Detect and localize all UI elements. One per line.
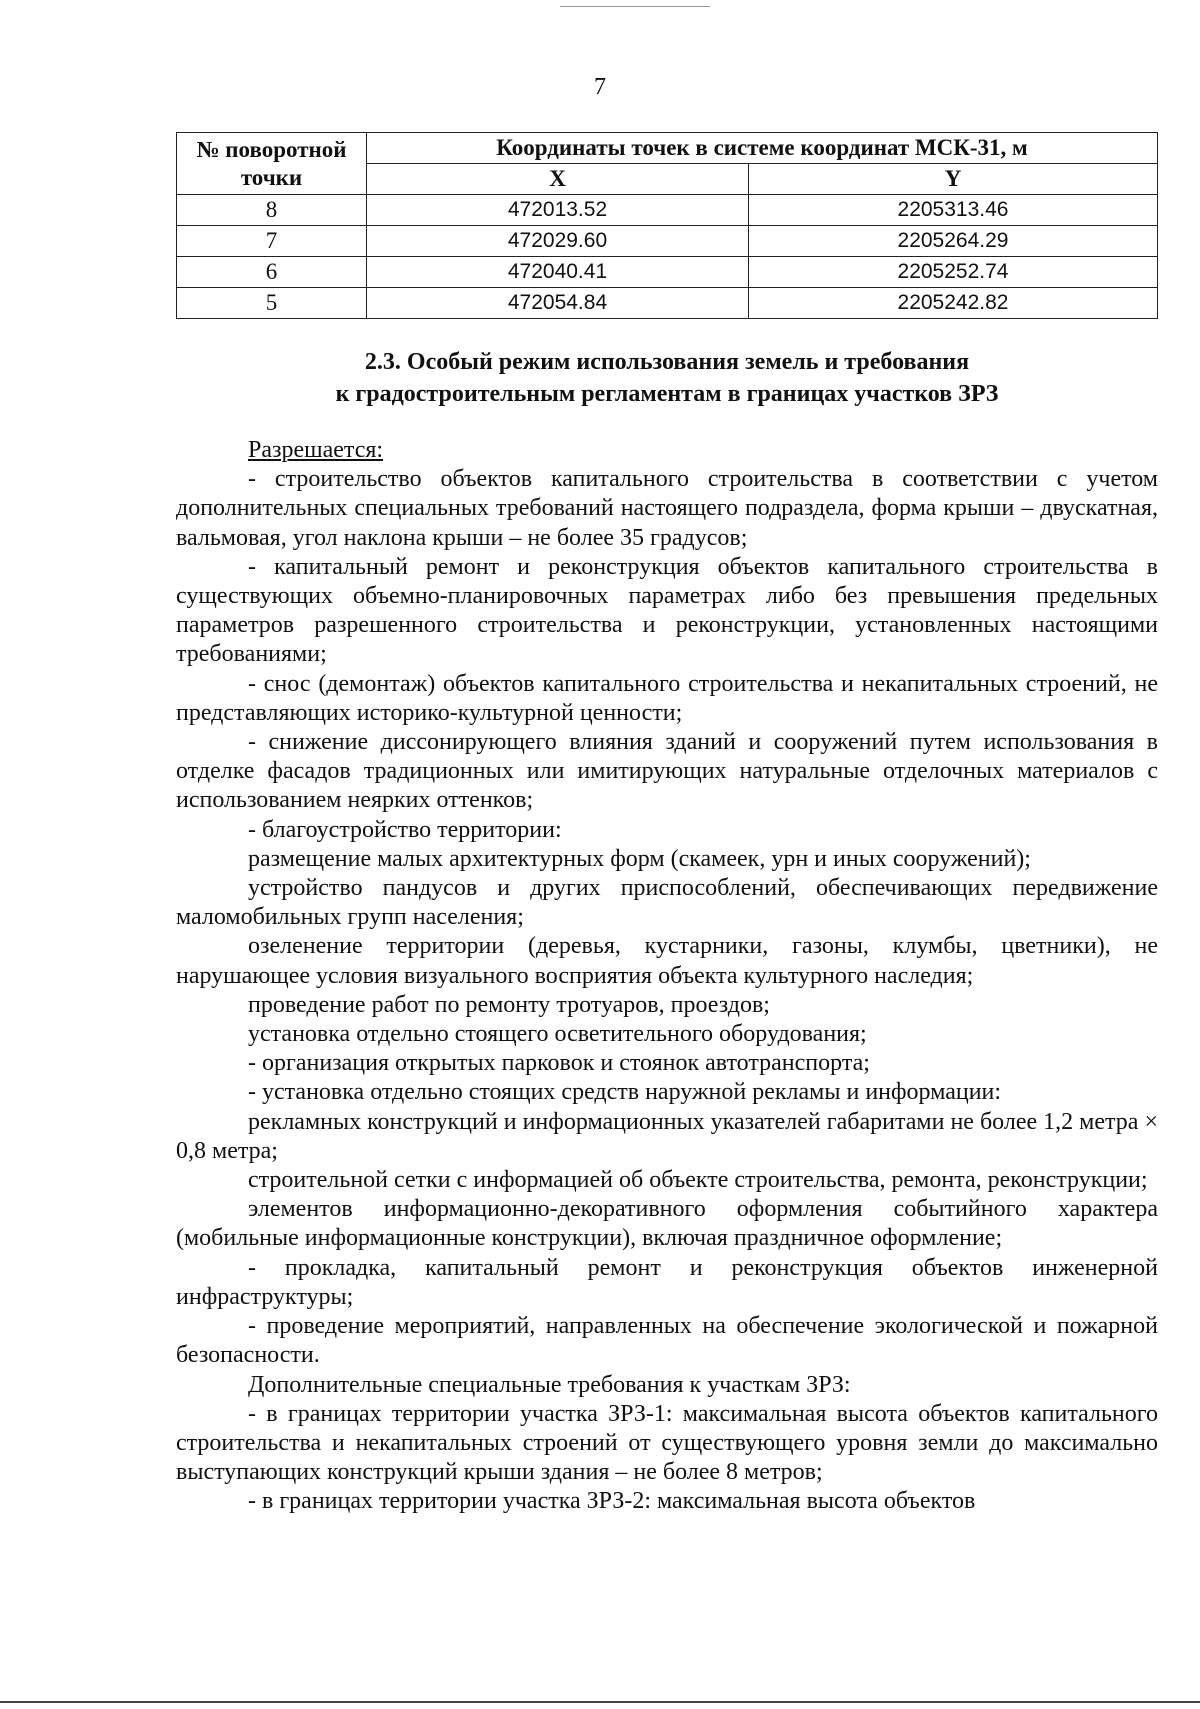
paragraph: - в границах территории участка ЗРЗ-1: максимальная высота объектов капитального строительства и некапитальных строений от существующего уровня земли до максимально выступающих конструкций крыши здания – не более 8 метров;	[176, 1400, 1158, 1486]
paragraph: - прокладка, капитальный ремонт и реконструкция объектов инженерной инфраструктуры;	[176, 1254, 1158, 1310]
paragraph: размещение малых архитектурных форм (скамеек, урн и иных сооружений);	[248, 845, 1031, 872]
table-header-row	[177, 133, 1158, 164]
paragraph: - снижение диссонирующего влияния зданий и сооружений путем использования в отделке фасадов традиционных или имитирующих натуральные отделочных материалов с использованием неярких оттенков;	[176, 729, 1158, 814]
cell-x: 472040.41	[367, 257, 749, 288]
cell-y: 2205252.74	[749, 257, 1158, 288]
paragraph: - установка отдельно стоящих средств наружной рекламы и информации:	[248, 1079, 1002, 1106]
cell-y: 2205313.46	[749, 195, 1158, 226]
paragraph: элементов информационно-декоративного оформления событийного характера (мобильные информационные конструкции), включая праздничное оформление;	[176, 1196, 1158, 1252]
page-number: 7	[594, 74, 606, 100]
header-coordinates: Координаты точек в системе координат МСК-31, м	[367, 133, 1158, 164]
cell-y: 2205242.82	[749, 288, 1158, 319]
paragraph: - капитальный ремонт и реконструкция объектов капитального строительства в существующих объемно-планировочных параметрах либо без превышения предельных параметров разрешенного строительства и реконструкции, установленных настоящими требованиями;	[176, 553, 1158, 668]
cell-point: 8	[177, 195, 367, 226]
paragraph: - строительство объектов капитального строительства в соответствии с учетом дополнительных специальных требований настоящего подраздела, форма крыши – двускатная, вальмовая, угол наклона крыши – не более 35 градусов;	[176, 466, 1158, 551]
table-row	[177, 257, 1158, 288]
coordinates-table	[176, 132, 1158, 319]
cell-point: 7	[177, 226, 367, 257]
paragraph: - в границах территории участка ЗРЗ-2: максимальная высота объектов	[248, 1488, 976, 1515]
cell-x: 472013.52	[367, 195, 749, 226]
table-row	[177, 288, 1158, 319]
paragraph: - проведение мероприятий, направленных на обеспечение экологической и пожарной безопасности.	[176, 1313, 1158, 1369]
paragraph: рекламных конструкций и информационных указателей габаритами не более 1,2 метра × 0,8 метра;	[176, 1108, 1158, 1164]
paragraph: проведение работ по ремонту тротуаров, проездов;	[248, 991, 770, 1018]
table-row	[177, 195, 1158, 226]
paragraph: строительной сетки с информацией об объекте строительства, ремонта, реконструкции;	[248, 1167, 1148, 1194]
paragraph: устройство пандусов и других приспособлений, обеспечивающих передвижение маломобильных групп населения;	[176, 875, 1158, 931]
permitted-heading: Разрешается:	[248, 437, 384, 463]
cell-point: 6	[177, 257, 367, 288]
paragraph: Дополнительные специальные требования к участкам ЗРЗ:	[248, 1371, 851, 1398]
section-title-line-2: к градостроительным регламентам в границах участков ЗРЗ	[335, 381, 999, 407]
header-x: X	[367, 164, 749, 195]
table-row	[177, 226, 1158, 257]
bottom-scan-edge	[0, 1701, 1200, 1703]
paragraph: озеленение территории (деревья, кустарники, газоны, клумбы, цветники), не нарушающее условия визуального восприятия объекта культурного наследия;	[176, 933, 1158, 989]
cell-point: 5	[177, 288, 367, 319]
paragraph: установка отдельно стоящего осветительного оборудования;	[248, 1021, 867, 1048]
cell-x: 472054.84	[367, 288, 749, 319]
cell-y: 2205264.29	[749, 226, 1158, 257]
section-title-line-1: 2.3. Особый режим использования земель и требования	[364, 349, 970, 375]
cell-x: 472029.60	[367, 226, 749, 257]
section-title	[176, 346, 1158, 410]
paragraph: - благоустройство территории:	[248, 816, 562, 843]
paragraph: - снос (демонтаж) объектов капитального строительства и некапитальных строений, не представляющих историко-культурной ценности;	[176, 670, 1158, 726]
header-point-number: № поворотной точки	[177, 133, 367, 195]
body-text	[176, 436, 1158, 1517]
header-y: Y	[749, 164, 1158, 195]
top-scan-edge	[560, 6, 710, 7]
paragraph: - организация открытых парковок и стоянок автотранспорта;	[248, 1050, 870, 1077]
